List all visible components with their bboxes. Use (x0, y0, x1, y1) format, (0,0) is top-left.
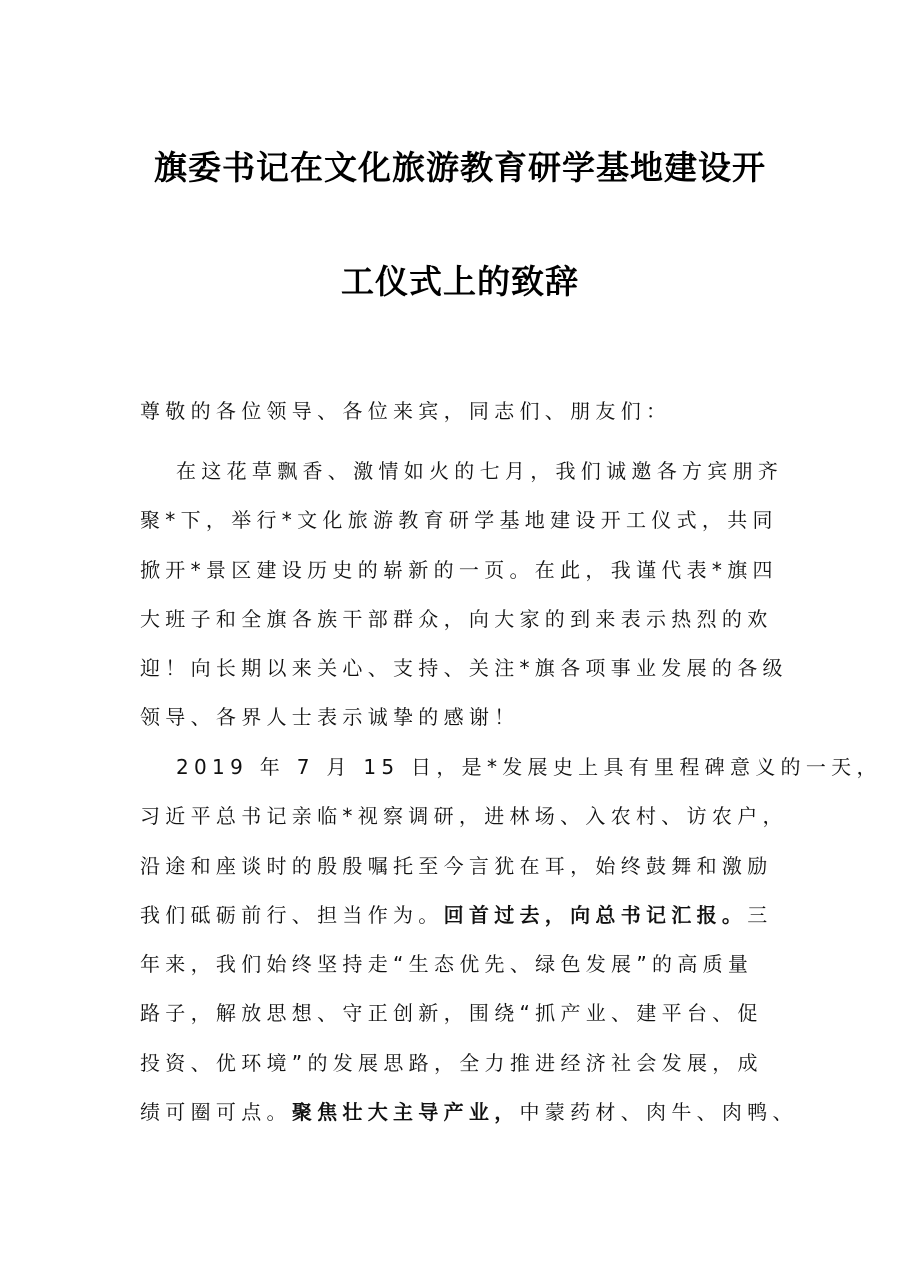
paragraph-1 (140, 447, 788, 743)
paragraph-1-line: 聚*下，举行*文化旅游教育研学基地建设开工仪式，共同 (140, 508, 778, 533)
paragraph-2-text: 绩可圈可点。 (140, 1100, 292, 1125)
bold-heading-review: 回首过去，向总书记汇报。 (443, 902, 748, 927)
paragraph-2 (140, 743, 882, 1137)
paragraph-2-text: 中蒙药材、肉牛、肉鸭、 (519, 1100, 798, 1125)
paragraph-1-line: 在这花草飘香、激情如火的七月，我们诚邀各方宾朋齐 (176, 459, 784, 483)
document-body (140, 0, 882, 1286)
paragraph-2-text: 三 (747, 902, 773, 927)
paragraph-1-line: 大班子和全旗各族干部群众，向大家的到来表示热烈的欢 (140, 606, 773, 631)
paragraph-2-line (140, 891, 780, 940)
document-title-line-2: 工仪式上的致辞 (341, 262, 579, 301)
paragraph-2-line: 习近平总书记亲临*视察调研，进林场、入农村、访农户， (140, 804, 788, 829)
bold-heading-industry: 聚焦壮大主导产业， (291, 1100, 520, 1125)
paragraph-2-line: 2019 年 7 月 15 日，是*发展史上具有里程碑意义的一天， (176, 755, 882, 779)
paragraph-1-line: 掀开*景区建设历史的崭新的一页。在此，我谨代表*旗四 (140, 557, 778, 582)
paragraph-2-text: 我们砥砺前行、担当作为。 (140, 902, 444, 927)
paragraph-2-line: 投资、优环境”的发展思路，全力推进经济社会发展，成 (140, 1050, 763, 1075)
salutation: 尊敬的各位领导、各位来宾，同志们、朋友们： (140, 399, 672, 423)
paragraph-2-line: 沿途和座谈时的殷殷嘱托至今言犹在耳，始终鼓舞和激励 (140, 853, 773, 878)
paragraph-2-line: 路子，解放思想、守正创新，围绕“抓产业、建平台、促 (140, 1001, 763, 1026)
paragraph-1-line: 领导、各界人士表示诚挚的感谢！ (140, 705, 520, 730)
document-title-line-1: 旗委书记在文化旅游教育研学基地建设开 (154, 148, 766, 187)
paragraph-1-line: 迎！向长期以来关心、支持、关注*旗各项事业发展的各级 (140, 656, 788, 681)
paragraph-2-line (140, 1088, 798, 1137)
paragraph-2-line: 年来，我们始终坚持走“生态优先、绿色发展”的高质量 (140, 952, 754, 977)
